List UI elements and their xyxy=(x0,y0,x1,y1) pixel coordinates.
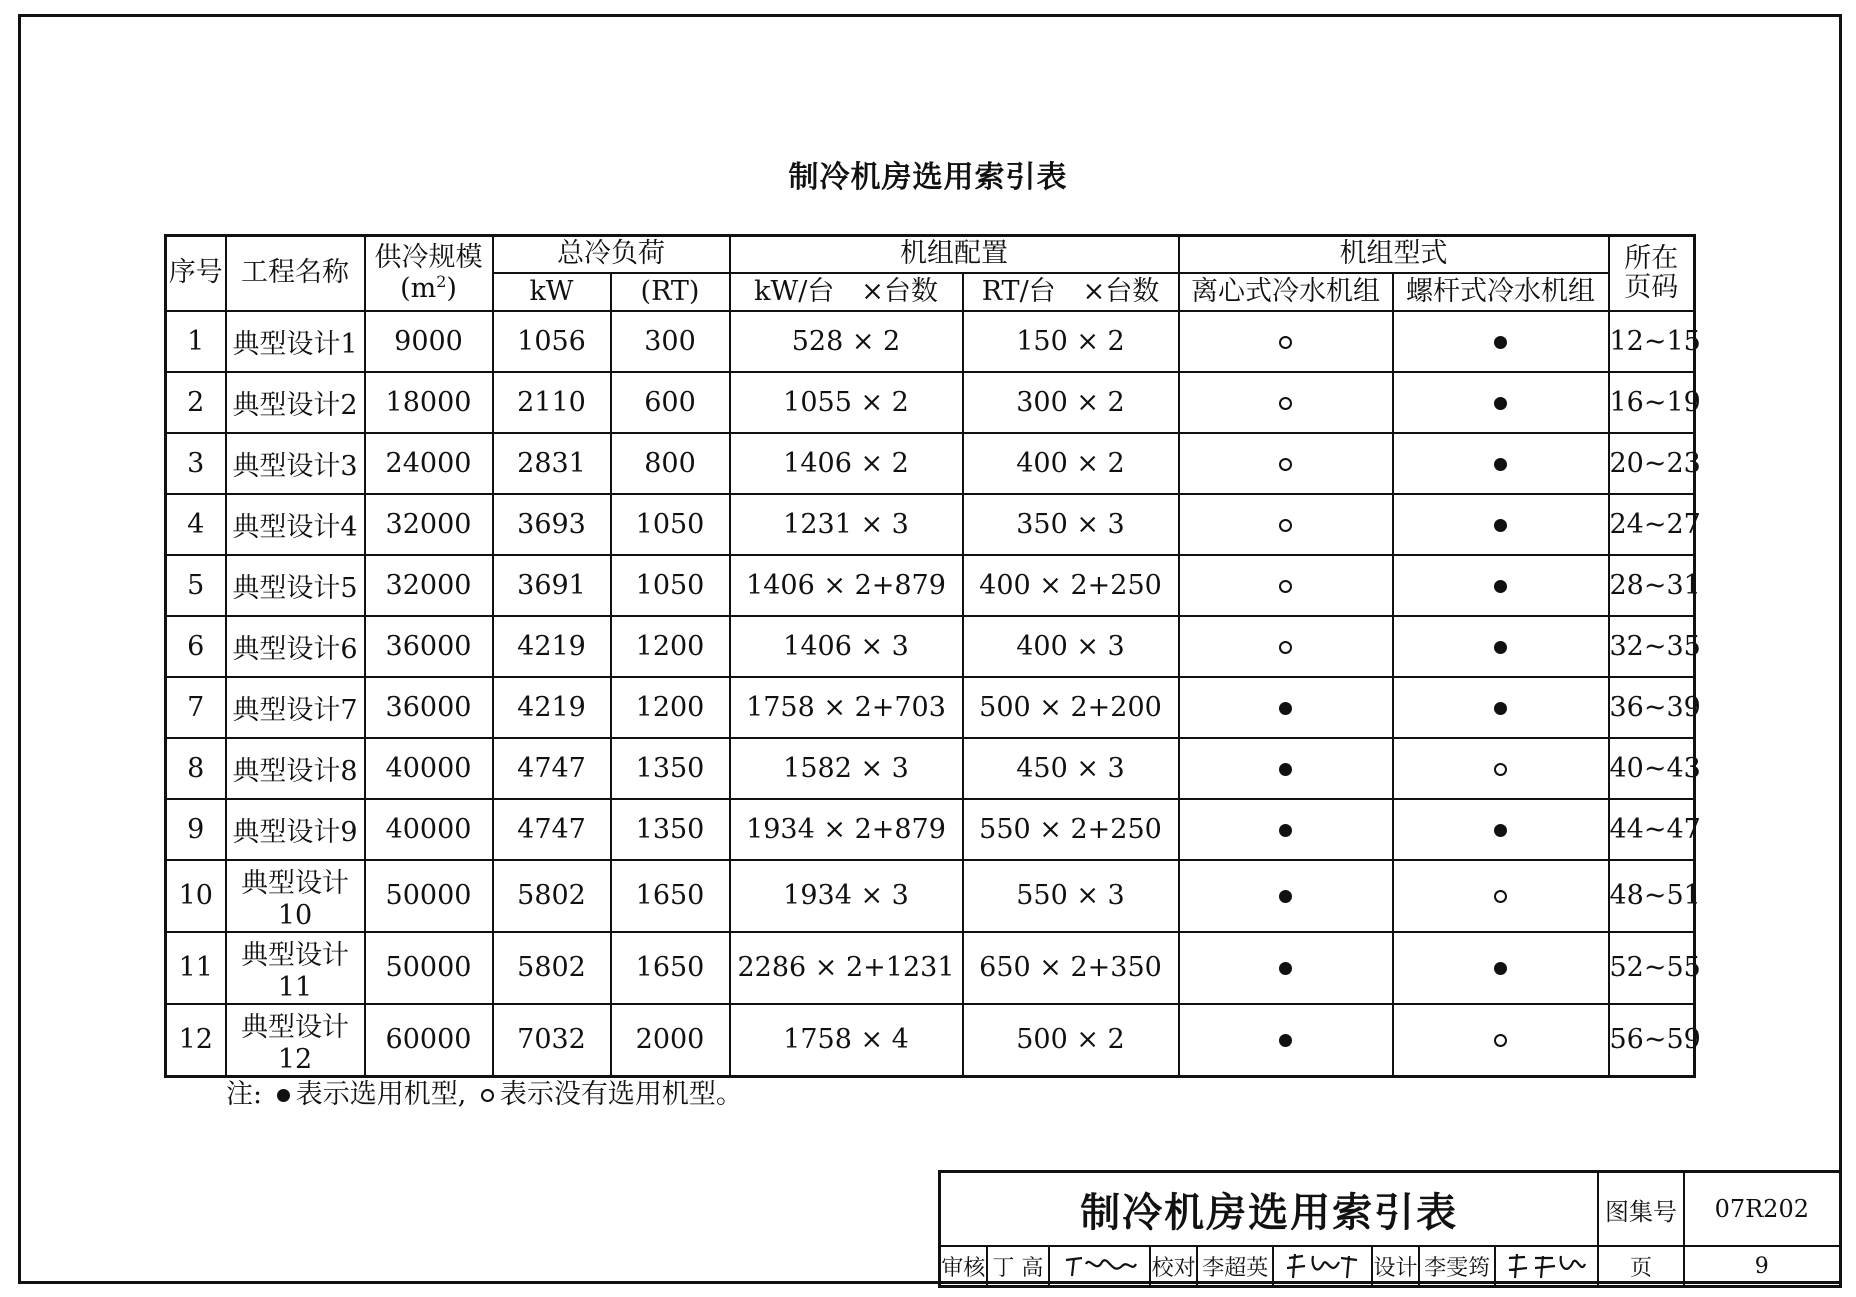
signature-icon xyxy=(1283,1250,1363,1282)
selected-dot-icon xyxy=(1494,641,1507,654)
cell-config-kw: 1231 × 3 xyxy=(730,494,963,555)
page-number: 9 xyxy=(1684,1246,1841,1287)
cell-seq: 6 xyxy=(166,616,226,677)
selected-dot-icon xyxy=(1494,824,1507,837)
header-config-kw: kW/台 ×台数 xyxy=(730,273,963,311)
cell-config-rt: 650 × 2+350 xyxy=(963,932,1179,1004)
cell-type-screw xyxy=(1393,372,1609,433)
cell-type-centrifugal xyxy=(1179,1004,1393,1077)
header-seq: 序号 xyxy=(166,236,226,311)
cell-type-screw xyxy=(1393,1004,1609,1077)
selected-dot-icon xyxy=(1279,763,1292,776)
header-scale xyxy=(365,236,493,311)
cell-scale: 32000 xyxy=(365,494,493,555)
cell-project-name: 典型设计2 xyxy=(226,372,365,433)
cell-config-rt: 400 × 2+250 xyxy=(963,555,1179,616)
cell-seq: 7 xyxy=(166,677,226,738)
cell-config-kw: 1934 × 2+879 xyxy=(730,799,963,860)
not-selected-dot-icon xyxy=(1279,397,1292,410)
page-title: 制冷机房选用索引表 xyxy=(788,160,1068,195)
cell-scale: 50000 xyxy=(365,932,493,1004)
cell-config-kw: 1406 × 2+879 xyxy=(730,555,963,616)
note-selected: 表示选用机型, xyxy=(295,1079,467,1110)
cell-load-rt: 1050 xyxy=(611,555,730,616)
header-config: 机组配置 xyxy=(730,236,1179,273)
cell-config-kw: 1758 × 2+703 xyxy=(730,677,963,738)
table-row xyxy=(166,860,1695,932)
cell-config-kw: 1934 × 3 xyxy=(730,860,963,932)
selected-dot-icon xyxy=(1279,890,1292,903)
table-row xyxy=(166,311,1695,372)
cell-type-centrifugal xyxy=(1179,372,1393,433)
cell-project-name: 典型设计3 xyxy=(226,433,365,494)
header-load-kw: kW xyxy=(493,273,611,311)
cell-type-screw xyxy=(1393,677,1609,738)
selected-dot-icon xyxy=(1279,824,1292,837)
not-selected-dot-icon xyxy=(1279,580,1292,593)
cell-load-kw: 7032 xyxy=(493,1004,611,1077)
cell-load-kw: 4747 xyxy=(493,799,611,860)
selected-dot-icon xyxy=(1279,702,1292,715)
header-type-centrifugal: 离心式冷水机组 xyxy=(1179,273,1393,311)
cell-type-screw xyxy=(1393,433,1609,494)
cell-scale: 36000 xyxy=(365,616,493,677)
cell-project-name: 典型设计7 xyxy=(226,677,365,738)
cell-scale: 18000 xyxy=(365,372,493,433)
design-label: 设计 xyxy=(1372,1246,1419,1287)
cell-pages: 24~27 xyxy=(1609,494,1695,555)
table-row xyxy=(166,1004,1695,1077)
cell-load-kw: 2110 xyxy=(493,372,611,433)
cell-type-centrifugal xyxy=(1179,932,1393,1004)
cell-seq: 12 xyxy=(166,1004,226,1077)
atlas-number: 07R202 xyxy=(1684,1172,1841,1247)
designer-name: 李雯筠 xyxy=(1419,1246,1495,1287)
table-row xyxy=(166,372,1695,433)
selected-dot-icon xyxy=(1494,458,1507,471)
checker-signature xyxy=(1273,1246,1372,1287)
cell-pages: 48~51 xyxy=(1609,860,1695,932)
index-table xyxy=(164,234,1701,1078)
selected-dot-icon xyxy=(1494,702,1507,715)
not-selected-dot-icon xyxy=(1279,458,1292,471)
signature-icon xyxy=(1060,1250,1140,1282)
cell-load-kw: 4747 xyxy=(493,738,611,799)
not-selected-dot-icon xyxy=(1279,641,1292,654)
cell-pages: 52~55 xyxy=(1609,932,1695,1004)
table-row xyxy=(166,433,1695,494)
cell-seq: 1 xyxy=(166,311,226,372)
cell-config-rt: 450 × 3 xyxy=(963,738,1179,799)
note-not-selected: 表示没有选用机型。 xyxy=(499,1079,743,1110)
header-scale-label: 供冷规模 xyxy=(374,242,483,274)
cell-scale: 9000 xyxy=(365,311,493,372)
selected-dot-icon xyxy=(1279,1034,1292,1047)
header-config-rt: RT/台 ×台数 xyxy=(963,273,1179,311)
cell-project-name: 典型设计5 xyxy=(226,555,365,616)
cell-seq: 8 xyxy=(166,738,226,799)
signature-icon xyxy=(1505,1250,1589,1282)
titleblock-title: 制冷机房选用索引表 xyxy=(940,1172,1599,1247)
cell-load-rt: 1650 xyxy=(611,860,730,932)
cell-seq: 9 xyxy=(166,799,226,860)
reviewer-signature xyxy=(1049,1246,1150,1287)
header-page-line1: 所在 xyxy=(1624,242,1679,274)
cell-config-rt: 500 × 2 xyxy=(963,1004,1179,1077)
cell-load-rt: 2000 xyxy=(611,1004,730,1077)
cell-seq: 3 xyxy=(166,433,226,494)
cell-load-kw: 4219 xyxy=(493,677,611,738)
table-row xyxy=(166,677,1695,738)
cell-config-kw: 1406 × 3 xyxy=(730,616,963,677)
cell-pages: 16~19 xyxy=(1609,372,1695,433)
cell-project-name: 典型设计4 xyxy=(226,494,365,555)
cell-type-screw xyxy=(1393,860,1609,932)
not-selected-dot-icon xyxy=(481,1089,494,1102)
checker-name: 李超英 xyxy=(1197,1246,1273,1287)
note-prefix: 注: xyxy=(226,1079,263,1110)
cell-config-rt: 150 × 2 xyxy=(963,311,1179,372)
cell-seq: 5 xyxy=(166,555,226,616)
cell-config-kw: 1406 × 2 xyxy=(730,433,963,494)
review-label: 审核 xyxy=(940,1246,987,1287)
cell-seq: 2 xyxy=(166,372,226,433)
selected-dot-icon xyxy=(1494,397,1507,410)
selected-dot-icon xyxy=(277,1089,290,1102)
cell-load-kw: 3693 xyxy=(493,494,611,555)
table-row xyxy=(166,738,1695,799)
cell-project-name: 典型设计11 xyxy=(226,932,365,1004)
cell-pages: 20~23 xyxy=(1609,433,1695,494)
cell-load-kw: 4219 xyxy=(493,616,611,677)
cell-pages: 44~47 xyxy=(1609,799,1695,860)
cell-load-rt: 600 xyxy=(611,372,730,433)
cell-pages: 12~15 xyxy=(1609,311,1695,372)
cell-project-name: 典型设计12 xyxy=(226,1004,365,1077)
table-row xyxy=(166,616,1695,677)
cell-type-centrifugal xyxy=(1179,494,1393,555)
cell-type-centrifugal xyxy=(1179,799,1393,860)
cell-type-centrifugal xyxy=(1179,555,1393,616)
cell-config-rt: 350 × 3 xyxy=(963,494,1179,555)
header-page-line2: 页码 xyxy=(1624,272,1679,304)
cell-load-kw: 3691 xyxy=(493,555,611,616)
cell-type-screw xyxy=(1393,932,1609,1004)
cell-type-screw xyxy=(1393,555,1609,616)
header-project: 工程名称 xyxy=(226,236,365,311)
cell-pages: 28~31 xyxy=(1609,555,1695,616)
title-block xyxy=(938,1170,1842,1288)
cell-seq: 4 xyxy=(166,494,226,555)
cell-type-screw xyxy=(1393,616,1609,677)
header-type-screw: 螺杆式冷水机组 xyxy=(1393,273,1609,311)
cell-load-rt: 1200 xyxy=(611,616,730,677)
cell-project-name: 典型设计8 xyxy=(226,738,365,799)
cell-pages: 56~59 xyxy=(1609,1004,1695,1077)
cell-scale: 50000 xyxy=(365,860,493,932)
cell-project-name: 典型设计9 xyxy=(226,799,365,860)
cell-type-screw xyxy=(1393,311,1609,372)
selected-dot-icon xyxy=(1494,336,1507,349)
cell-type-screw xyxy=(1393,494,1609,555)
cell-scale: 40000 xyxy=(365,738,493,799)
cell-type-centrifugal xyxy=(1179,677,1393,738)
cell-load-rt: 1050 xyxy=(611,494,730,555)
cell-config-rt: 550 × 3 xyxy=(963,860,1179,932)
cell-load-rt: 1350 xyxy=(611,738,730,799)
cell-config-kw: 1055 × 2 xyxy=(730,372,963,433)
cell-load-rt: 1350 xyxy=(611,799,730,860)
header-scale-unit: $(m^2)$ xyxy=(400,271,457,304)
selected-dot-icon xyxy=(1494,519,1507,532)
cell-type-screw xyxy=(1393,738,1609,799)
cell-scale: 60000 xyxy=(365,1004,493,1077)
selected-dot-icon xyxy=(1494,962,1507,975)
cell-config-rt: 300 × 2 xyxy=(963,372,1179,433)
cell-config-kw: 1758 × 4 xyxy=(730,1004,963,1077)
selected-dot-icon xyxy=(1279,962,1292,975)
header-page xyxy=(1609,236,1695,311)
cell-type-centrifugal xyxy=(1179,616,1393,677)
table-row xyxy=(166,799,1695,860)
cell-scale: 24000 xyxy=(365,433,493,494)
cell-pages: 40~43 xyxy=(1609,738,1695,799)
not-selected-dot-icon xyxy=(1279,336,1292,349)
cell-project-name: 典型设计1 xyxy=(226,311,365,372)
cell-scale: 32000 xyxy=(365,555,493,616)
not-selected-dot-icon xyxy=(1494,1034,1507,1047)
cell-pages: 32~35 xyxy=(1609,616,1695,677)
cell-config-rt: 550 × 2+250 xyxy=(963,799,1179,860)
table-row xyxy=(166,555,1695,616)
cell-seq: 10 xyxy=(166,860,226,932)
not-selected-dot-icon xyxy=(1279,519,1292,532)
cell-config-kw: 1582 × 3 xyxy=(730,738,963,799)
header-load: 总冷负荷 xyxy=(493,236,730,273)
not-selected-dot-icon xyxy=(1494,763,1507,776)
cell-type-centrifugal xyxy=(1179,311,1393,372)
cell-type-centrifugal xyxy=(1179,738,1393,799)
cell-config-kw: 2286 × 2+1231 xyxy=(730,932,963,1004)
reviewer-name: 丁 高 xyxy=(987,1246,1050,1287)
cell-config-rt: 400 × 2 xyxy=(963,433,1179,494)
atlas-label: 图集号 xyxy=(1598,1172,1683,1247)
table-row xyxy=(166,494,1695,555)
check-label: 校对 xyxy=(1150,1246,1197,1287)
table-body xyxy=(166,311,1701,1077)
cell-pages: 36~39 xyxy=(1609,677,1695,738)
cell-project-name: 典型设计10 xyxy=(226,860,365,932)
cell-load-kw: 2831 xyxy=(493,433,611,494)
cell-load-kw: 1056 xyxy=(493,311,611,372)
cell-config-kw: 528 × 2 xyxy=(730,311,963,372)
table-row xyxy=(166,932,1695,1004)
cell-type-screw xyxy=(1393,799,1609,860)
cell-load-rt: 300 xyxy=(611,311,730,372)
cell-config-rt: 500 × 2+200 xyxy=(963,677,1179,738)
header-load-rt: (RT) xyxy=(611,273,730,311)
selected-dot-icon xyxy=(1494,580,1507,593)
cell-scale: 40000 xyxy=(365,799,493,860)
cell-load-rt: 1200 xyxy=(611,677,730,738)
legend-note xyxy=(226,1072,743,1111)
cell-seq: 11 xyxy=(166,932,226,1004)
not-selected-dot-icon xyxy=(1494,890,1507,903)
cell-load-rt: 800 xyxy=(611,433,730,494)
cell-load-kw: 5802 xyxy=(493,860,611,932)
cell-project-name: 典型设计6 xyxy=(226,616,365,677)
cell-type-centrifugal xyxy=(1179,860,1393,932)
cell-load-rt: 1650 xyxy=(611,932,730,1004)
cell-scale: 36000 xyxy=(365,677,493,738)
designer-signature xyxy=(1495,1246,1598,1287)
cell-type-centrifugal xyxy=(1179,433,1393,494)
header-type: 机组型式 xyxy=(1179,236,1609,273)
cell-config-rt: 400 × 3 xyxy=(963,616,1179,677)
page-label: 页 xyxy=(1598,1246,1683,1287)
cell-load-kw: 5802 xyxy=(493,932,611,1004)
